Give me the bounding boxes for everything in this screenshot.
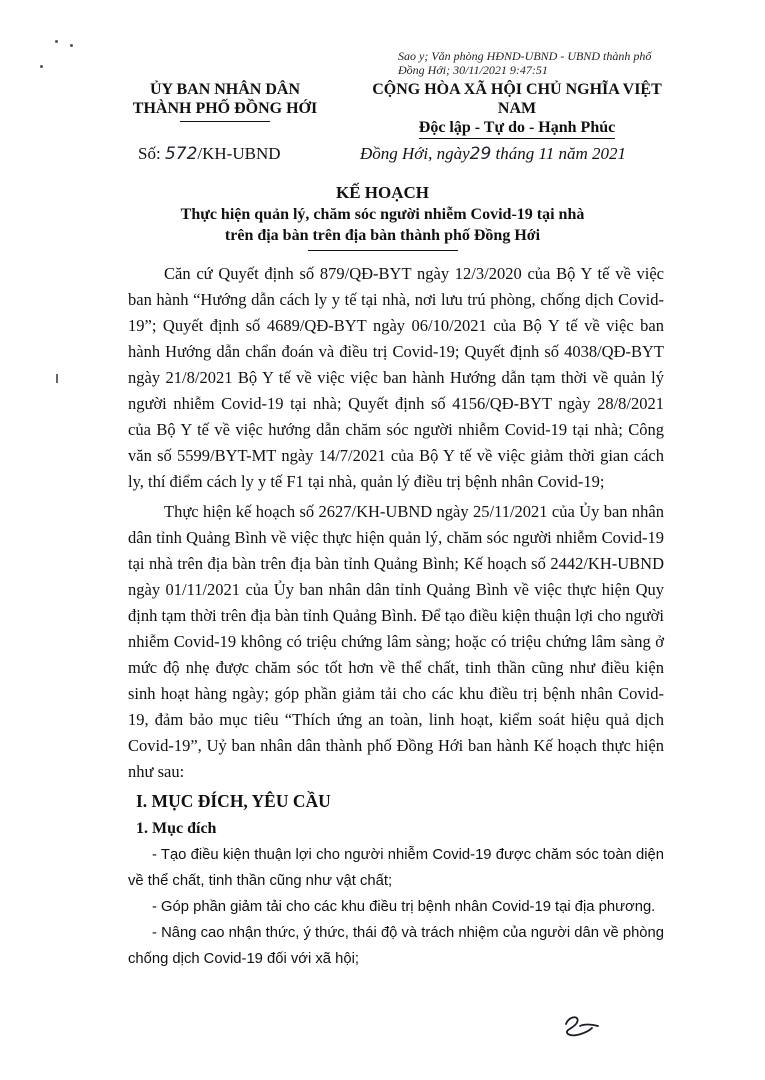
docno-suffix: /KH-UBND <box>197 144 281 163</box>
place-date-handwritten-day: 29 <box>469 144 492 164</box>
scan-speck <box>40 65 43 68</box>
place-date-rest: tháng 11 năm 2021 <box>495 144 627 163</box>
title-line: KẾ HOẠCH <box>335 183 430 202</box>
document-body <box>128 261 664 972</box>
title-line: trên địa bàn trên địa bàn thành phố Đồng Hới <box>224 227 541 244</box>
national-title: CỘNG HÒA XÃ HỘI CHỦ NGHĨA VIỆT NAM <box>372 81 662 117</box>
subsection-heading: 1. Mục đích <box>136 820 217 837</box>
body-paragraph: Thực hiện kế hoạch số 2627/KH-UBND ngày 25/11/2021 của Ủy ban nhân dân tỉnh Quảng Bình về việc thực hiện quản lý, chăm sóc người nhiễm Covid-19 tại nhà trên địa bàn trên địa bàn tỉnh Quảng Bình; Kế hoạch số 2442/KH-UBND ngày 01/11/2021 của Ủy ban nhân dân tỉnh Quảng Bình về việc thực hiện Quy định tạm thời trên địa bàn tỉnh Quảng Bình. Để tạo điều kiện thuận lợi cho người nhiễm Covid-19 không có triệu chứng lâm sàng; hoặc có triệu chứng lâm sàng ở mức độ nhẹ được chăm sóc tốt hơn về thể chất, tinh thần cũng như điều kiện sinh hoạt hàng ngày; góp phần giảm tải cho các khu điều trị bệnh nhân Covid-19, đảm bảo mục tiêu “Thích ứng an toàn, linh hoạt, kiểm soát hiệu quả dịch Covid-19”, Uỷ ban nhân dân thành phố Đồng Hới ban hành Kế hoạch thực hiện như sau: <box>128 502 664 781</box>
issuer-line: THÀNH PHỐ ĐỒNG HỚI <box>132 100 318 117</box>
issuer-header <box>100 80 350 122</box>
bullet-item: - Tạo điều kiện thuận lợi cho người nhiễm Covid-19 được chăm sóc toàn diện về thể chất, tinh thần cũng như vật chất; <box>128 847 664 889</box>
copy-stamp <box>398 49 698 77</box>
title-divider <box>308 250 458 251</box>
scan-speck <box>70 44 73 47</box>
initials-signature-icon <box>558 1010 608 1042</box>
docno-handwritten-number: 572 <box>164 144 198 164</box>
section-heading: I. MỤC ĐÍCH, YÊU CẦU <box>136 791 331 811</box>
copy-stamp-line: Đồng Hới; 30/11/2021 9:47:51 <box>398 63 548 77</box>
docno-prefix: Số: <box>138 144 161 163</box>
body-paragraph: Căn cứ Quyết định số 879/QĐ-BYT ngày 12/3/2020 của Bộ Y tế về việc ban hành “Hướng dẫn cách ly y tế tại nhà, nơi lưu trú phòng, chống dịch Covid-19”; Quyết định số 4689/QĐ-BYT ngày 06/10/2021 của Bộ Y tế về việc ban hành Hướng dẫn chẩn đoán và điều trị Covid-19; Quyết định số 4038/QĐ-BYT ngày 21/8/2021 Bộ Y tế về việc việc ban hành Hướng dẫn tạm thời về quản lý người nhiễm Covid-19 tại nhà; Quyết định số 4156/QĐ-BYT ngày 28/8/2021 của Bộ Y tế về việc hướng dẫn chăm sóc người nhiễm Covid-19 tại nhà; Công văn số 5599/BYT-MT ngày 14/7/2021 của Bộ Y tế về việc giảm thời gian cách ly, thí điểm cách ly y tế F1 tại nhà, quản lý điều trị bệnh nhân Covid-19; <box>128 264 664 491</box>
scan-speck <box>56 374 58 383</box>
document-number <box>138 144 281 164</box>
issuer-line: ỦY BAN NHÂN DÂN <box>149 81 301 98</box>
place-date <box>360 144 626 164</box>
national-motto: Độc lập - Tự do - Hạnh Phúc <box>419 118 615 139</box>
bullet-item: - Nâng cao nhận thức, ý thức, thái độ và trách nhiệm của người dân về phòng chống dịch Covid-19 đối với xã hội; <box>128 925 664 967</box>
scan-speck <box>55 40 58 43</box>
title-line: Thực hiện quản lý, chăm sóc người nhiễm Covid-19 tại nhà <box>180 206 585 223</box>
bullet-item: - Góp phần giảm tải cho các khu điều trị bệnh nhân Covid-19 tại địa phương. <box>152 899 656 915</box>
copy-stamp-line: Sao y; Văn phòng HĐND-UBND - UBND thành phố <box>398 49 652 63</box>
national-header <box>352 80 682 139</box>
issuer-divider <box>180 121 270 122</box>
document-title <box>100 182 665 251</box>
place-date-prefix: Đồng Hới, ngày <box>360 144 470 163</box>
